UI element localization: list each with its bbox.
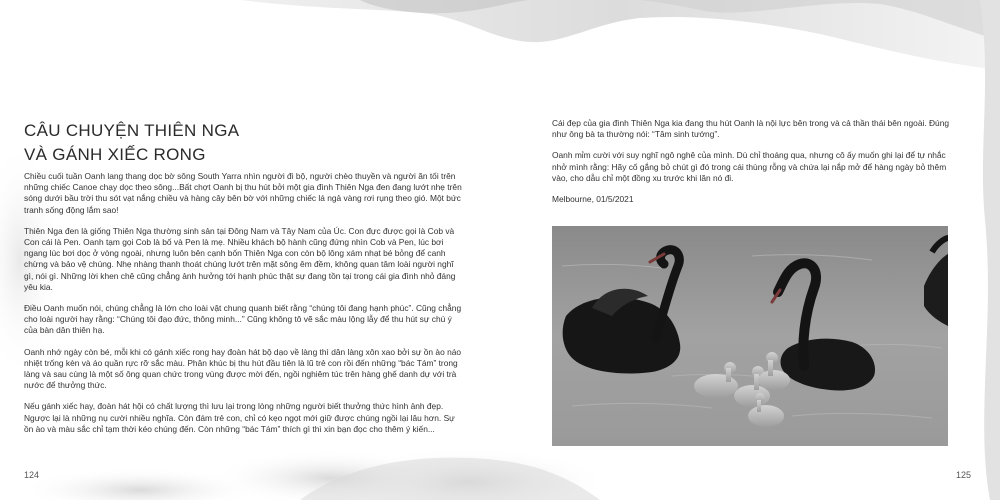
left-body-text bbox=[24, 171, 464, 445]
paragraph: Điều Oanh muốn nói, chúng chẳng là lớn cho loài vật chung quanh biết rằng “chúng tôi đang hạnh phúc”. Cũng chẳng cho loài người hay rằng: “Chúng tôi đạo đức, thông minh...” Cũng không tô vẽ sắc màu lộng lẫy để thu hút sự chú ý của bàn dân thiên hạ. bbox=[24, 303, 462, 336]
page-number-left: 124 bbox=[24, 470, 40, 480]
story-title bbox=[24, 119, 324, 167]
paragraph: Oanh nhớ ngày còn bé, mỗi khi có gánh xiếc rong hay đoàn hát bộ dạo về làng thì dân làng xôn xao bởi sự ồn ào náo nhiệt trống kèn và áo quần rực rỡ sắc màu. Phân khúc bị thu hút đầu tiên là lũ trẻ con rồi đến những “bác Tám” trong làng và sau cùng là một số ông quan chức trong vùng được mời đến, ngồi nghiêm túc trên hàng ghế danh dự với trà nước để thưởng thức. bbox=[24, 346, 462, 391]
right-page bbox=[500, 0, 1000, 500]
right-body-text bbox=[552, 118, 952, 215]
black-swan-family-photo bbox=[552, 226, 948, 446]
title-line-1: CÂU CHUYỆN THIÊN NGA bbox=[24, 121, 240, 140]
paragraph: Thiên Nga đen là giống Thiên Nga thường sinh sản tại Đông Nam và Tây Nam của Úc. Con đực được gọi là Cob và Con cái là Pen. Oanh tạm gọi Cob là bố và Pen là mẹ. Nhiều khách bộ hành cũng đứng nhìn Cob và Pen, lúc bơi ngang lúc bơi dọc ở vòng ngoài, nhưng luôn bên cạnh bốn Thiên Nga con còn bộ lông xám nhạt bé bỏng để canh chừng và bảo vệ chúng. Nhẹ nhàng thanh thoát chúng lướt trên mặt sông êm đềm, không quan tâm loài người nghĩ gì, nói gì. Những lời khen chê cũng chẳng ảnh hưởng tới hạnh phúc thật sự đang tồn tại trong cái gia đình nhỏ đáng yêu kia. bbox=[24, 225, 456, 292]
place-date: Melbourne, 01/5/2021 bbox=[552, 194, 634, 205]
paragraph: Nếu gánh xiếc hay, đoàn hát hội có chất lượng thì lưu lại trong lòng những người biết thưởng thức hình ảnh đẹp. Ngược lại là những nụ cười nhiều nghĩa. Còn đám trẻ con, chỉ có kẹo ngọt mới giữ được chúng ngồi lại lâu hơn. Sự ồn ào và màu sắc chỉ tạm thời kéo chúng đến. Còn những “bác Tám” thích gì thì xin bạn đọc cho thêm ý kiến... bbox=[24, 401, 455, 434]
paragraph: Cái đẹp của gia đình Thiên Nga kia đang thu hút Oanh là nội lực bên trong và cả thần thái bên ngoài. Đúng như ông bà ta thường nói: “Tâm sinh tướng”. bbox=[552, 118, 950, 140]
page-number-right: 125 bbox=[956, 470, 972, 480]
paragraph: Chiều cuối tuần Oanh lang thang dọc bờ sông South Yarra nhìn người đi bộ, người chèo thuyền và người ăn tối trên những chiếc Canoe chạy dọc theo sông...Bất chợt Oanh bị thu hút bởi một gia đình Thiên Nga đen đang lướt nhẹ trên sóng dưới bầu trời thu sót vạt nắng chiều và hàng cây bên bờ với những chiếc lá ngả vàng rơi rụng theo gió. Một bức tranh sống động lắm sao! bbox=[24, 171, 462, 215]
paragraph: Oanh mỉm cười với suy nghĩ ngô nghê của mình. Dù chỉ thoáng qua, nhưng cô ấy muốn ghi lại để tự nhắc nhở mình rằng: Hãy cố gắng bỏ chút gì đó trong cái thùng rỗng và chứa lại nắp mở để hàng ngày bỏ thêm vào, cho dẫu chỉ một đồng xu trước khi lăn nó đi. bbox=[552, 150, 947, 183]
title-line-2: VÀ GÁNH XIẾC RONG bbox=[24, 145, 206, 164]
